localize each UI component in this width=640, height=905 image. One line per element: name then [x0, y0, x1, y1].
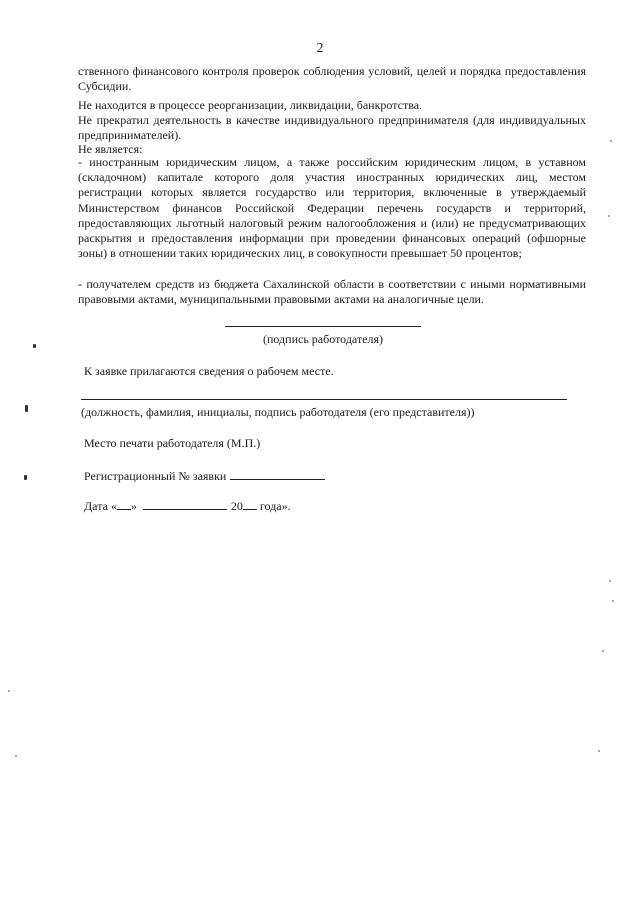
date-suffix: года».	[259, 499, 291, 513]
scan-speck	[598, 750, 600, 752]
representative-signature-line	[81, 399, 567, 400]
paragraph-is-not-heading: Не является:	[78, 142, 143, 156]
date-month-blank	[143, 498, 227, 510]
registration-number-label: Регистрационный № заявки	[84, 469, 227, 483]
paragraph-financial-control: ственного финансового контроля проверок соблюдения условий, целей и порядка предоставления Субсидии.	[78, 64, 586, 94]
scan-speck	[8, 690, 10, 692]
date-year-blank	[243, 498, 257, 510]
date-day-blank	[117, 498, 131, 510]
scan-speck	[612, 600, 614, 602]
paragraph-not-ceased-activity: Не прекратил деятельность в качестве индивидуального предпринимателя (для индивидуальных предпринимателей).	[78, 113, 586, 143]
paragraph-not-budget-recipient: - получателем средств из бюджета Сахалинской области в соответствии с иными нормативными правовыми актами, муниципальными правовыми актами на аналогичные цели.	[78, 277, 586, 307]
date-field	[84, 498, 291, 514]
scan-mark	[24, 475, 27, 480]
date-close-quote: »	[130, 499, 137, 513]
stamp-place-label: Место печати работодателя (М.П.)	[84, 436, 261, 450]
registration-number-blank	[230, 467, 325, 480]
employer-signature-caption: (подпись работодателя)	[262, 332, 384, 346]
scan-speck	[15, 755, 17, 757]
paragraph-not-reorganization: Не находится в процессе реорганизации, ликвидации, банкротства.	[78, 98, 423, 112]
scan-speck	[602, 650, 604, 652]
date-prefix: Дата «	[84, 499, 117, 513]
attachment-note: К заявке прилагаются сведения о рабочем месте.	[84, 364, 334, 378]
employer-signature-line	[225, 326, 421, 327]
scan-speck	[610, 140, 612, 142]
scan-speck	[609, 580, 611, 582]
registration-number-field	[84, 467, 325, 484]
scan-mark	[33, 344, 36, 348]
scan-speck	[608, 215, 610, 217]
date-year-prefix: 20	[230, 499, 243, 513]
representative-signature-caption: (должность, фамилия, инициалы, подпись работодателя (его представителя))	[81, 405, 475, 419]
page-number: 2	[316, 41, 324, 56]
paragraph-not-foreign-entity: - иностранным юридическим лицом, а также российским юридическим лицом, в уставном (складочном) капитале которого доля участия иностранных юридических лиц, местом регистрации которых является государство или территория, включенные в утверждаемый Министерством финансов Российской Федерации перечень государств и территорий, предоставляющих льготный налоговый режим налогообложения и (или) не предусматривающих раскрытия и предоставления информации при проведении финансовых операций (офшорные зоны) в отношении таких юридических лиц, в совокупности превышает 50 процентов;	[78, 155, 586, 261]
scan-mark	[25, 405, 28, 412]
